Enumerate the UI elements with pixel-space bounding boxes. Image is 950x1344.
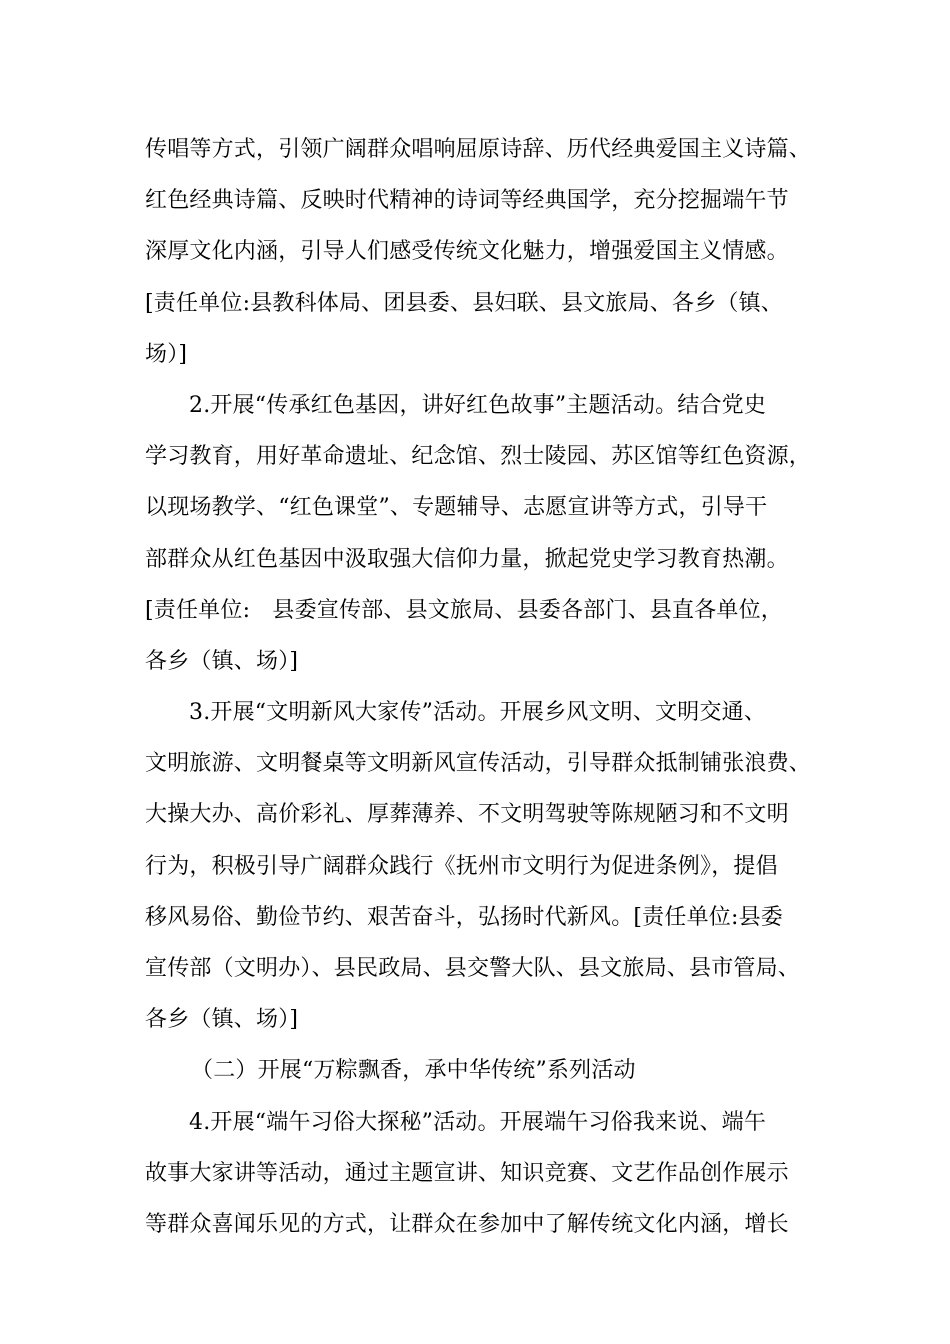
text-line: 等群众喜闻乐见的方式，让群众在参加中了解传统文化内涵，增长 <box>145 1211 789 1237</box>
responsibility-note: [责任单位: 县委宣传部、县文旅局、县委各部门、县直各单位， <box>145 597 783 623</box>
text-line: 部群众从红色基因中汲取强大信仰力量，掀起党史学习教育热潮。 <box>145 546 789 572</box>
text-line: 故事大家讲等活动，通过主题宣讲、知识竞赛、文艺作品创作展示 <box>145 1160 789 1186</box>
responsibility-note: 场）] <box>145 341 188 367</box>
item-4-title: 4.开展“端午习俗大探秘”活动。开展端午习俗我来说、端午 <box>189 1109 767 1135</box>
text-line: 传唱等方式，引领广阔群众唱响屈原诗辞、历代经典爱国主义诗篇、 <box>145 137 812 162</box>
text-line: 移风易俗、勤俭节约、艰苦奋斗，弘扬时代新风。[责任单位:县委 <box>145 904 783 930</box>
text-line: 红色经典诗篇、反映时代精神的诗词等经典国学，充分挖掘端午节 <box>145 188 789 214</box>
text-line: 行为，积极引导广阔群众践行《抚州市文明行为促进条例》，提倡 <box>145 853 778 879</box>
text-line: 深厚文化内涵，引导人们感受传统文化魅力，增强爱国主义情感。 <box>145 239 789 265</box>
text-line: 宣传部（文明办）、县民政局、县交警大队、县文旅局、县市管局、 <box>145 956 801 981</box>
responsibility-note: 各乡（镇、场）] <box>145 1007 299 1033</box>
section-heading: （二）开展“万粽飘香，承中华传统”系列活动 <box>191 1058 636 1084</box>
text-line: 以现场教学、“红色课堂”、专题辅导、志愿宣讲等方式，引导干 <box>145 495 768 521</box>
document-body <box>145 124 830 1250</box>
text-line: 学习教育，用好革命遗址、纪念馆、烈士陵园、苏区馆等红色资源， <box>145 444 812 470</box>
responsibility-note: [责任单位:县教科体局、团县委、县妇联、县文旅局、各乡（镇、 <box>145 290 783 316</box>
item-2-title: 2.开展“传承红色基因，讲好红色故事”主题活动。结合党史 <box>189 392 767 418</box>
responsibility-note: 各乡（镇、场）] <box>145 648 299 674</box>
text-line: 文明旅游、文明餐桌等文明新风宣传活动，引导群众抵制铺张浪费、 <box>145 751 812 777</box>
item-3-title: 3.开展“文明新风大家传”活动。开展乡风文明、文明交通、 <box>189 700 767 726</box>
text-line: 大操大办、高价彩礼、厚葬薄养、不文明驾驶等陈规陋习和不文明 <box>145 802 789 828</box>
